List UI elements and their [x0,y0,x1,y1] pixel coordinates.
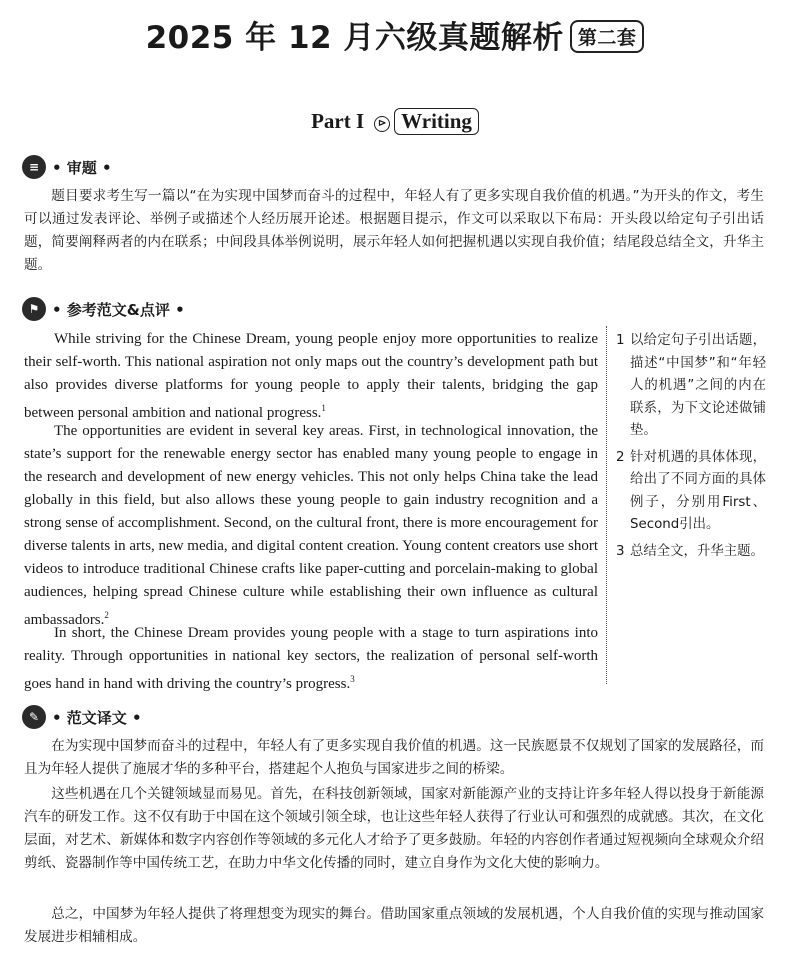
section-review-title: • 审题 • [52,158,112,177]
translation-paragraph-3: 总之，中国梦为年轻人提供了将理想变为现实的舞台。借助国家重点领域的发展机遇，个人自我价值的实现与推动国家发展进步相辅相成。 [24,906,764,945]
part-label: Part I [311,109,365,133]
section-sample-heading [22,296,185,322]
translation-paragraph-2: 这些机遇在几个关键领域显而易见。首先，在科技创新领域，国家对新能源产业的支持让许多年轻人得以投身于新能源汽车的研发工作。这不仅有助于中国在这个领域引领全球，也让这些年轻人获得了行业认可和强烈的成就感。其次，在文化层面，对艺术、新媒体和数字内容创作等领域的多元化人才给予了更多鼓励。年轻的内容创作者通过短视频向全球观众介绍剪纸、瓷器制作等中国传统工艺，在助力中华文化传播的同时，建立自身作为文化大使的影响力。 [24,786,764,871]
set-badge: 第二套 [570,20,645,53]
translation-paragraph-1: 在为实现中国梦而奋斗的过程中，年轻人有了更多实现自我价值的机遇。这一民族愿景不仅规划了国家的发展路径，而且为年轻人提供了施展才华的多种平台，搭建起个人抱负与国家进步之间的桥梁。 [24,738,764,777]
title-text: 2025 年 12 月六级真题解析 [145,20,564,56]
part-header [0,108,790,135]
page-title [0,12,790,57]
section-translation-heading [22,704,142,730]
document-icon: ≡ [22,155,46,179]
note-marker-1: 1 [321,403,326,413]
section-sample-title: • 参考范文&点评 • [52,300,185,319]
essay-paragraph-2: The opportunities are evident in several key areas. First, in technological innovation, the state’s support for the renewable energy sector has enabled many young people to engage in the research and development of new energy vehicles. This not only helps China take the lead globally in this field, but also allows these young people to gain industry recognition and a strong sense of accomplishment. Second, on the cultural front, there is more encouragement for diverse talents in arts, new media, and digital content creation. Young content creators use short videos to introduce traditional Chinese crafts like paper-cutting and porcelain-making to global audiences, helping spread Chinese culture while establishing their own influence as cultural ambassadors.$^2$ [24,423,599,628]
essay-paragraph-3: In short, the Chinese Dream provides young people with a stage to turn aspirations into reality. Through opportunities in national key sectors, the realization of personal self-worth goes hand in hand with driving the country’s progress.$^3$ [24,625,598,692]
note-marker-2: 2 [104,610,109,620]
section-translation-title: • 范文译文 • [52,708,142,727]
arrow-right-icon: ⊳ [374,116,390,132]
note-item: 2 针对机遇的具体体现，给出了不同方面的具体例子，分别用First、Second引出。 [616,449,766,532]
pen-icon: ✎ [22,705,46,729]
note-marker-3: 3 [350,674,355,684]
essay-paragraph-1: While striving for the Chinese Dream, young people enjoy more opportunities to realize their self-worth. This national aspiration not only maps out the country’s development path but also provides diverse platforms for young people to apply their talents, bridging the gap between personal ambition and national progress.$^1$ [24,331,598,421]
notes-column [616,330,766,564]
review-text: 题目要求考生写一篇以“在为实现中国梦而奋斗的过程中，年轻人有了更多实现自我价值的机遇。”为开头的作文，考生可以通过发表评论、举例子或描述个人经历展开论述。根据题目提示，作文可以采取以下布局：开头段以给定句子引出话题，简要阐释两者的内在联系；中间段具体举例说明，展示年轻人如何把握机遇以实现自我价值；结尾段总结全文，升华主题。 [24,188,764,273]
note-item: 3 总结全文，升华主题。 [616,543,764,559]
notes-divider [606,326,607,684]
flag-icon: ⚑ [22,297,46,321]
part-name: Writing [394,108,479,135]
section-review-heading [22,154,112,180]
note-item: 1 以给定句子引出话题，描述“中国梦”和“年轻人的机遇”之间的内在联系，为下文论述做铺垫。 [616,333,766,438]
